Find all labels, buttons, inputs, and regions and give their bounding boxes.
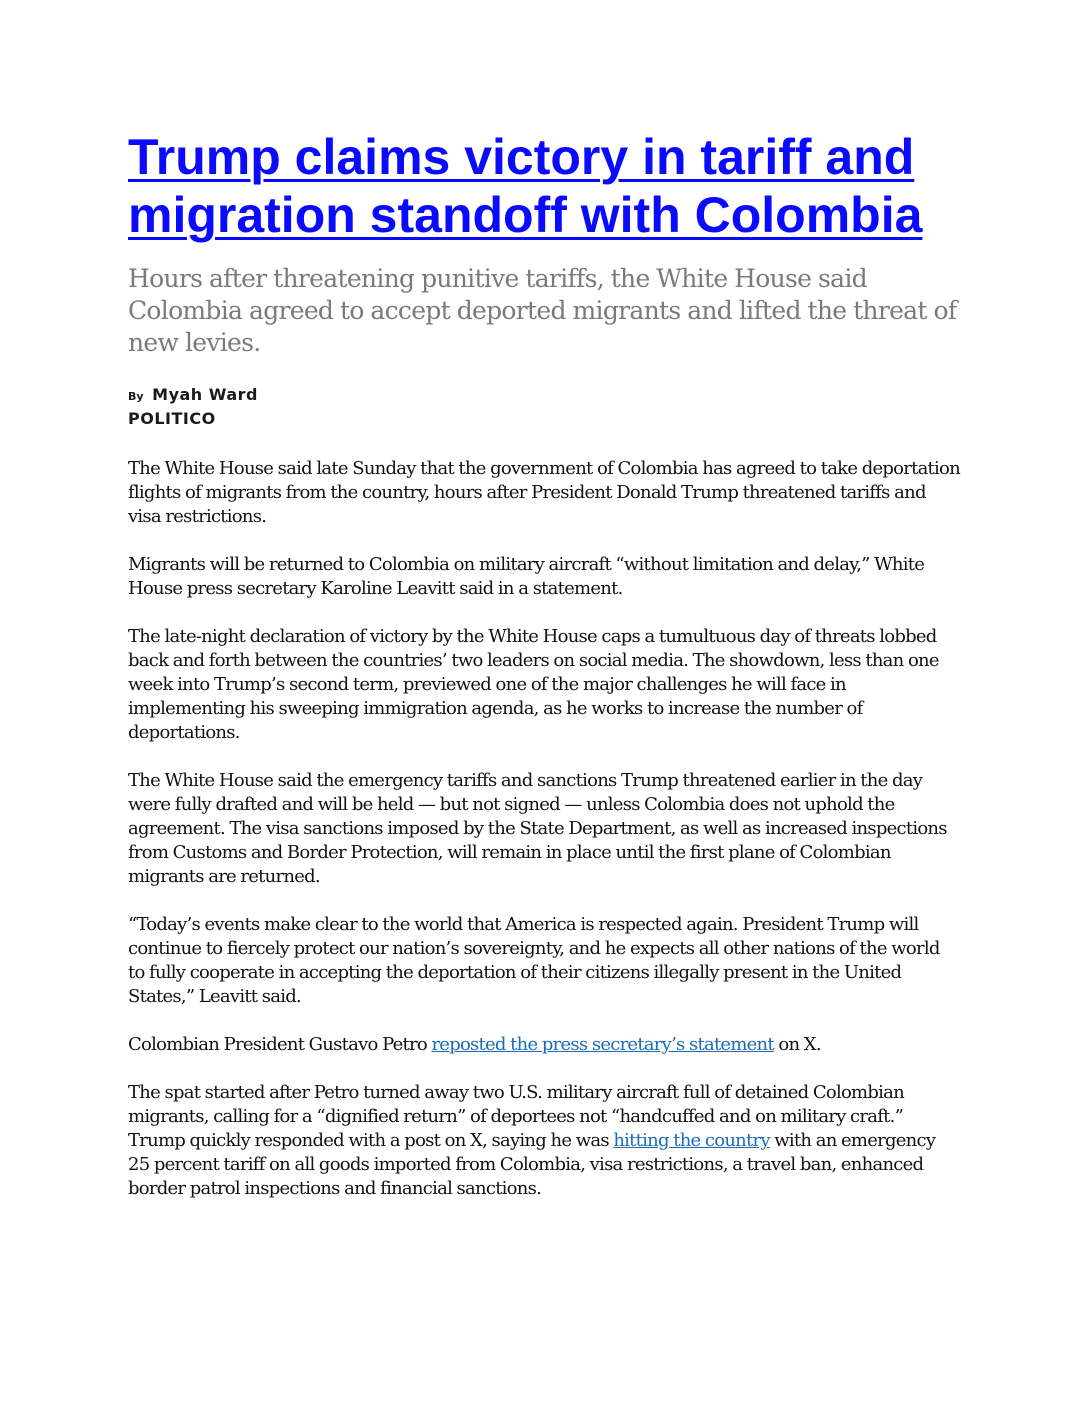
subheadline: Hours after threatening punitive tariffs, the White House said Colombia agreed to accept deported migrants and lifted the threat of new levies. (128, 264, 957, 357)
byline (128, 383, 960, 431)
paragraph-7-text-before: The spat started after Petro turned away two U.S. military aircraft full of detained Colombian migrants, calling for a “dignified return” of deportees not “handcuffed and on military craft.” Trump quickly responded with a post on X, saying he was (128, 1082, 904, 1151)
byline-prefix: By (128, 390, 144, 403)
headline-link[interactable]: Trump claims victory in tariff and migration standoff with Colombia (128, 129, 923, 243)
article-body (128, 457, 960, 1201)
paragraph-7 (128, 1081, 960, 1201)
paragraph-3: The late-night declaration of victory by the White House caps a tumultuous day of threats lobbed back and forth between the countries’ two leaders on social media. The showdown, less than one week into Trump’s second term, previewed one of the major challenges he will face in implementing his sweeping immigration agenda, as he works to increase the number of deportations. (128, 626, 939, 743)
paragraph-7-text-after: with an emergency 25 percent tariff on all goods imported from Colombia, visa restrictions, a travel ban, enhanced border patrol inspections and financial sanctions. (128, 1130, 936, 1199)
hitting-the-country-link[interactable]: hitting the country (613, 1130, 770, 1151)
paragraph-6-text-after: on X. (773, 1034, 821, 1055)
paragraph-6-text-before: Colombian President Gustavo Petro (128, 1034, 432, 1055)
article-page (128, 128, 960, 1225)
paragraph-2: Migrants will be returned to Colombia on military aircraft “without limitation and delay,” White House press secretary Karoline Leavitt said in a statement. (128, 554, 925, 599)
reposted-statement-link[interactable]: reposted the press secretary’s statement (431, 1034, 774, 1055)
paragraph-6 (128, 1033, 960, 1057)
paragraph-4: The White House said the emergency tariffs and sanctions Trump threatened earlier in the day were fully drafted and will be held — but not signed — unless Colombia does not uphold the agreement. The visa sanctions imposed by the State Department, as well as increased inspections from Customs and Border Protection, will remain in place until the first plane of Colombian migrants are returned. (128, 770, 947, 887)
publication-name: POLITICO (128, 409, 216, 428)
author-name: Myah Ward (152, 385, 258, 404)
paragraph-1: The White House said late Sunday that the government of Colombia has agreed to take deportation flights of migrants from the country, hours after President Donald Trump threatened tariffs and visa restrictions. (128, 458, 960, 527)
byline-author-line (128, 383, 960, 407)
paragraph-5: “Today’s events make clear to the world that America is respected again. President Trump will continue to fiercely protect our nation’s sovereignty, and he expects all other nations of the world to fully cooperate in accepting the deportation of their citizens illegally present in the United States,” Leavitt said. (128, 914, 940, 1007)
